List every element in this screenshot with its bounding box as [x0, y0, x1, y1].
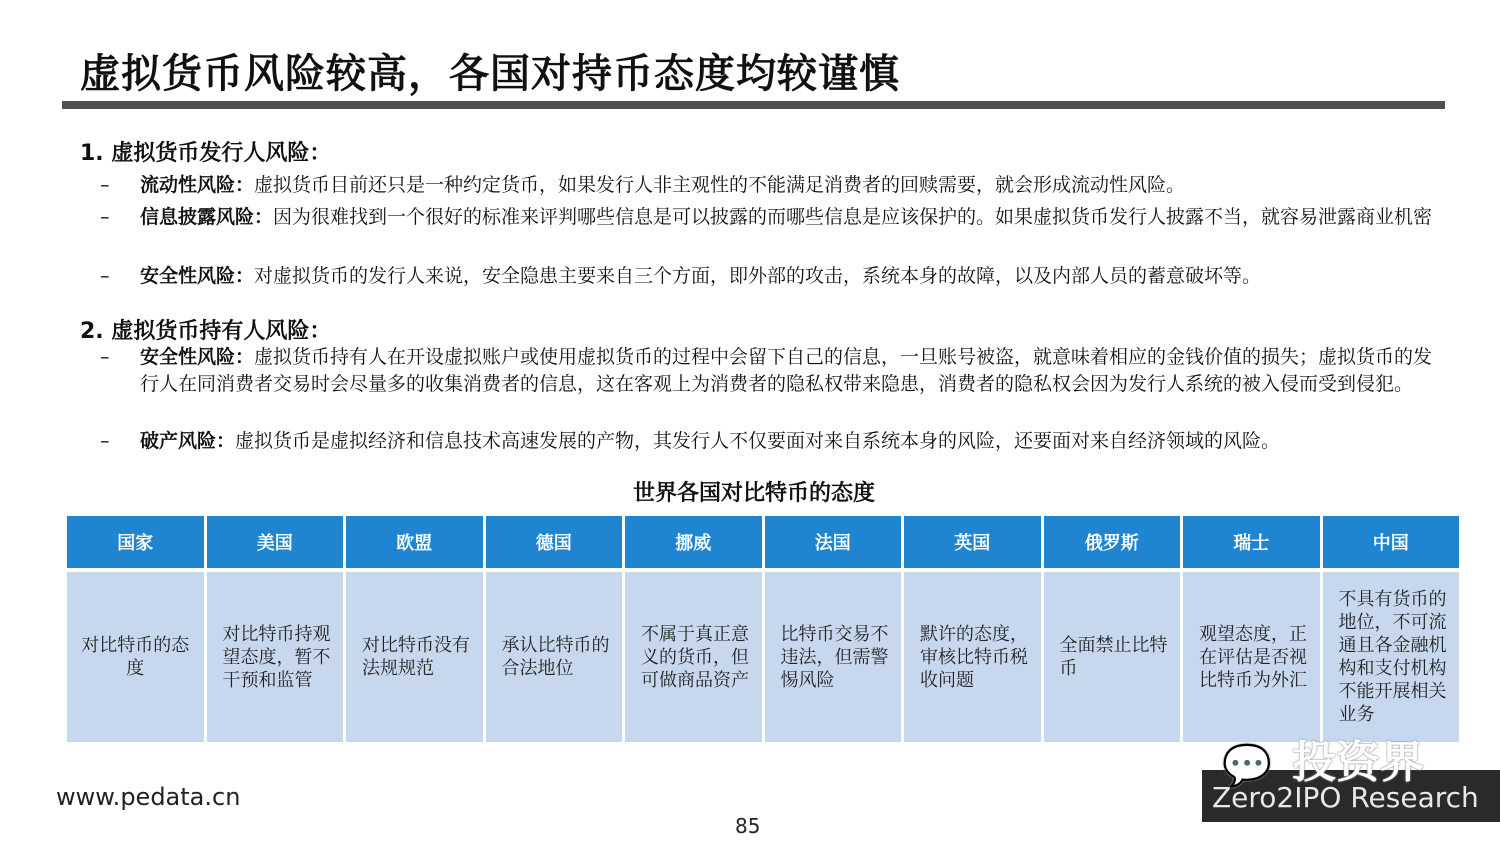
title-divider	[62, 101, 1445, 109]
bullet-text: 因为很难找到一个很好的标准来评判哪些信息是可以披露的而哪些信息是应该保护的。如果虚拟货币发行人披露不当，就容易泄露商业机密	[273, 206, 1433, 228]
cell-usa: 对比特币持观望态度，暂不干预和监管	[207, 572, 344, 742]
cell-switzerland: 观望态度，正在评估是否视比特币为外汇	[1183, 572, 1320, 742]
page-title: 虚拟货币风险较高，各国对持币态度均较谨慎	[80, 51, 900, 97]
bullet-term: 破产风险：	[140, 430, 236, 452]
cell-eu: 对比特币没有法规规范	[346, 572, 483, 742]
header-country: 国家	[67, 516, 204, 572]
cell-china: 不具有货币的地位，不可流通且各金融机构和支付机构不能开展相关业务	[1323, 572, 1460, 742]
bullet-disclosure-risk	[100, 204, 1435, 231]
header-france: 法国	[765, 516, 902, 572]
header-russia: 俄罗斯	[1044, 516, 1181, 572]
table-row	[67, 572, 1459, 742]
row-label: 对比特币的态度	[67, 572, 204, 742]
bullet-text: 虚拟货币持有人在开设虚拟账户或使用虚拟货币的过程中会留下自己的信息，一旦账号被盗，就意味着相应的金钱价值的损失；虚拟货币的发行人在同消费者交易时会尽量多的收集消费者的信息，这在客观上为消费者的隐私权带来隐患，消费者的隐私权会因为发行人系统的被入侵而受到侵犯。	[140, 346, 1433, 395]
bullet-term: 流动性风险：	[140, 174, 255, 196]
bullet-security-risk-holder	[100, 344, 1435, 398]
header-germany: 德国	[486, 516, 623, 572]
header-eu: 欧盟	[346, 516, 483, 572]
page-number: 85	[735, 814, 761, 838]
header-norway: 挪威	[625, 516, 762, 572]
bullet-security-risk-issuer	[100, 263, 1435, 290]
watermark-logo-text: 投资界	[1292, 737, 1424, 788]
header-usa: 美国	[207, 516, 344, 572]
cell-france: 比特币交易不违法，但需警惕风险	[765, 572, 902, 742]
watermark-subtitle: Zero2IPO Research	[1212, 781, 1479, 814]
cell-russia: 全面禁止比特币	[1044, 572, 1181, 742]
website-url: www.pedata.cn	[56, 783, 241, 811]
table-title: 世界各国对比特币的态度	[632, 481, 875, 506]
header-switzerland: 瑞士	[1183, 516, 1320, 572]
bullet-liquidity-risk	[100, 172, 1435, 199]
section-heading-holder-risk: 2. 虚拟货币持有人风险：	[80, 319, 332, 344]
bullet-dash: –	[100, 430, 110, 452]
cell-germany: 承认比特币的合法地位	[486, 572, 623, 742]
bullet-text: 虚拟货币目前还只是一种约定货币，如果发行人非主观性的不能满足消费者的回赎需要，就会形成流动性风险。	[254, 174, 1186, 196]
section-heading-issuer-risk: 1. 虚拟货币发行人风险：	[80, 141, 332, 166]
bullet-dash: –	[100, 346, 110, 368]
bullet-term: 信息披露风险：	[140, 206, 274, 228]
bullet-bankruptcy-risk	[100, 428, 1435, 455]
bullet-dash: –	[100, 206, 110, 228]
header-china: 中国	[1323, 516, 1460, 572]
bullet-term: 安全性风险：	[140, 265, 255, 287]
bullet-text: 对虚拟货币的发行人来说，安全隐患主要来自三个方面，即外部的攻击，系统本身的故障，以及内部人员的蓄意破坏等。	[254, 265, 1262, 287]
cell-norway: 不属于真正意义的货币，但可做商品资产	[625, 572, 762, 742]
wechat-icon: 💬	[1222, 742, 1272, 789]
cell-uk: 默许的态度，审核比特币税收问题	[904, 572, 1041, 742]
bullet-dash: –	[100, 174, 110, 196]
bitcoin-attitude-table	[64, 516, 1462, 742]
bullet-term: 安全性风险：	[140, 346, 255, 368]
bullet-dash: –	[100, 265, 110, 287]
header-uk: 英国	[904, 516, 1041, 572]
bullet-text: 虚拟货币是虚拟经济和信息技术高速发展的产物，其发行人不仅要面对来自系统本身的风险，还要面对来自经济领域的风险。	[235, 430, 1281, 452]
table-header-row	[67, 516, 1459, 572]
